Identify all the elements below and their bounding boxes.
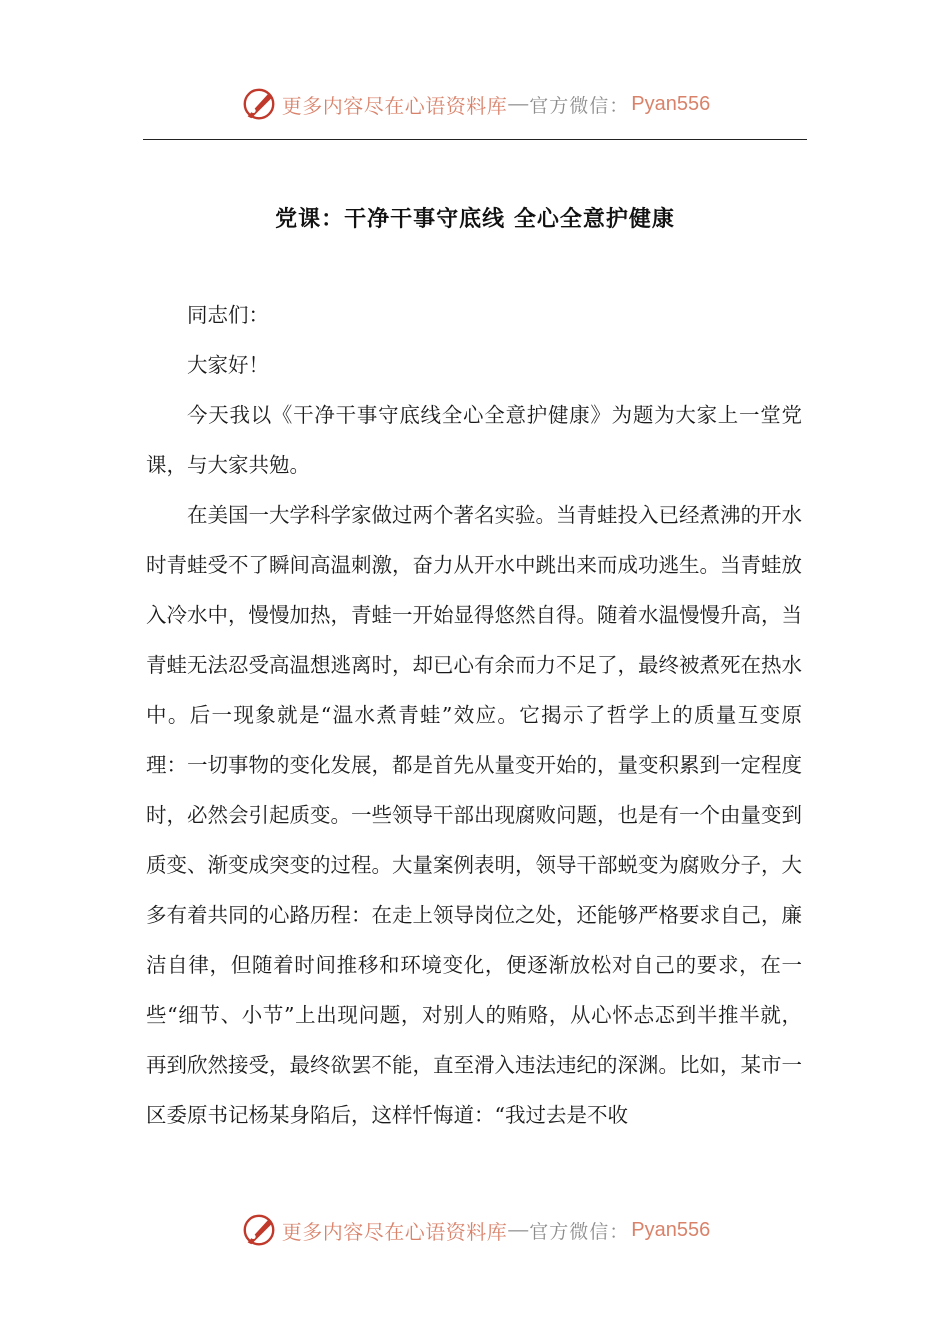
footer-wechat-id: Pyan556	[631, 1218, 711, 1241]
header-wechat-label: 官方微信：	[529, 94, 630, 117]
header-wechat-id: Pyan556	[631, 92, 711, 115]
header-brand-text: 更多内容尽在心语资料库	[281, 93, 508, 118]
body-paragraph: 在美国一大学科学家做过两个著名实验。当青蛙投入已经煮沸的开水时青蛙受不了瞬间高温刺激，奋力从开水中跳出来而成功逃生。当青蛙放入冷水中，慢慢加热，青蛙一开始显得悠然自得。随着水温慢慢升高，当青蛙无法忍受高温想逃离时，却已心有余而力不足了，最终被煮死在热水中。后一现象就是“温水煮青蛙”效应。它揭示了哲学上的质量互变原理：一切事物的变化发展，都是首先从量变开始的，量变积累到一定程度时，必然会引起质变。一些领导干部出现腐败问题，也是有一个由量变到质变、渐变成突变的过程。大量案例表明，领导干部蜕变为腐败分子，大多有着共同的心路历程：在走上领导岗位之处，还能够严格要求自己，廉洁自律，但随着时间推移和环境变化，便逐渐放松对自己的要求，在一些“细节、小节”上出现问题，对别人的贿赂，从心怀忐忑到半推半就，再到欣然接受，最终欲罢不能，直至滑入违法违纪的深渊。比如，某市一区委原书记杨某身陷后，这样忏悔道：“我过去是不收	[146, 503, 802, 1127]
pen-nib-logo-icon	[240, 1211, 278, 1249]
footer-brand-text: 更多内容尽在心语资料库	[281, 1219, 508, 1244]
footer-separator: —	[508, 1218, 529, 1241]
pen-nib-logo-icon	[240, 85, 278, 123]
page-title: 党课：干净干事守底线 全心全意护健康	[275, 207, 675, 232]
footer-wechat-label: 官方微信：	[529, 1220, 630, 1243]
header-banner	[0, 82, 950, 126]
greeting: 大家好！	[187, 353, 269, 377]
footer-banner	[0, 1208, 950, 1252]
salutation: 同志们：	[187, 303, 269, 327]
intro-paragraph: 今天我以《干净干事守底线全心全意护健康》为题为大家上一堂党课，与大家共勉。	[146, 403, 802, 477]
document-body	[146, 290, 802, 1140]
header-separator: —	[508, 92, 529, 115]
header-divider	[143, 139, 807, 140]
